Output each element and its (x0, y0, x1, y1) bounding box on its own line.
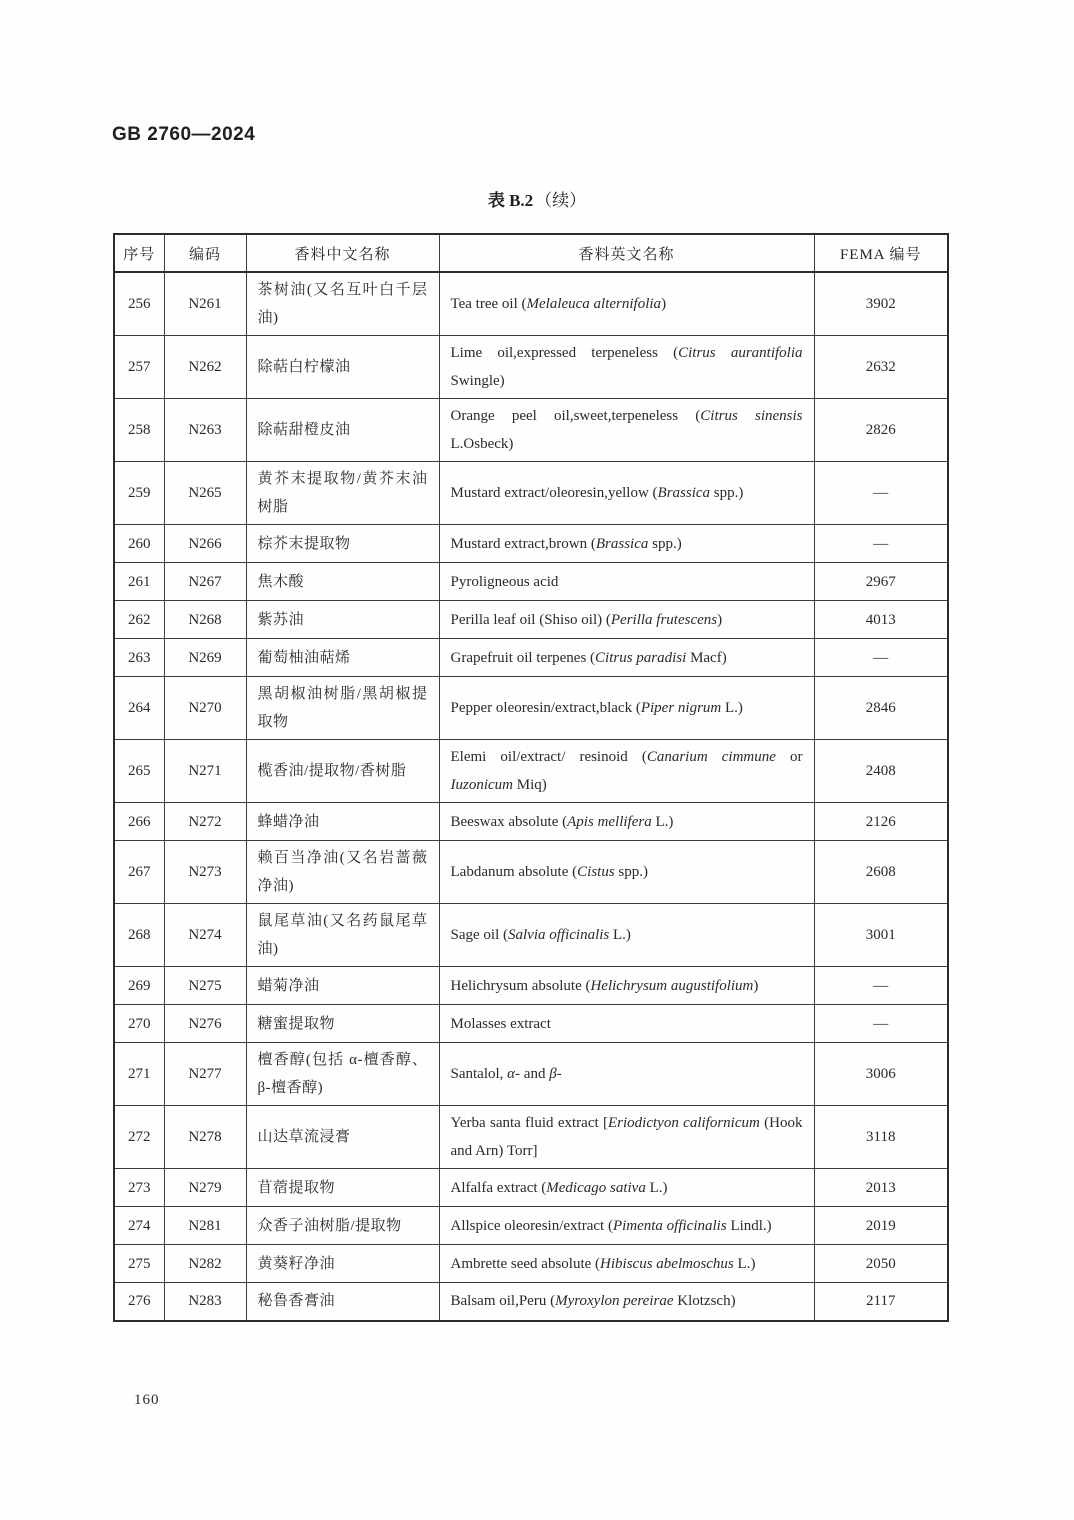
cell-chinese-name: 焦木酸 (246, 563, 439, 601)
cell-serial: 272 (114, 1106, 164, 1169)
table-row (114, 1169, 948, 1207)
latin-name-segment: Brassica (595, 535, 649, 552)
cell-code: N273 (164, 841, 246, 904)
english-name-segment: Alfalfa extract ( (450, 1179, 547, 1196)
cell-english-name (439, 841, 814, 904)
cell-english-name (439, 272, 814, 336)
latin-name-segment: Eriodictyon californicum (608, 1115, 760, 1131)
english-name-segment: L.) (733, 1255, 756, 1272)
cell-chinese-name: 除萜甜橙皮油 (246, 399, 439, 462)
english-name-segment: Allspice oleoresin/extract ( (450, 1217, 613, 1234)
cell-serial: 273 (114, 1169, 164, 1207)
cell-code: N265 (164, 462, 246, 525)
cell-english-name (439, 740, 814, 803)
cell-serial: 274 (114, 1207, 164, 1245)
table-title-label: 表 B.2 (487, 191, 534, 210)
cell-english-name (439, 677, 814, 740)
table-row (114, 639, 948, 677)
english-name-segment: L.) (609, 927, 631, 943)
cell-chinese-name: 茶树油(又名互叶白千层油) (246, 272, 439, 336)
latin-name-segment: Helichrysum augustifolium (590, 977, 754, 994)
flavoring-agents-table (113, 233, 949, 1322)
cell-fema-number: 2019 (814, 1207, 948, 1245)
table-row (114, 803, 948, 841)
cell-code: N272 (164, 803, 246, 841)
cell-serial: 276 (114, 1283, 164, 1321)
cell-chinese-name: 鼠尾草油(又名药鼠尾草油) (246, 904, 439, 967)
table-row (114, 904, 948, 967)
cell-serial: 275 (114, 1245, 164, 1283)
english-name-segment: L.Osbeck) (450, 436, 514, 452)
latin-name-segment: Apis mellifera (567, 813, 652, 830)
cell-serial: 270 (114, 1005, 164, 1043)
standard-number: GB 2760—2024 (112, 124, 256, 145)
cell-serial: 264 (114, 677, 164, 740)
table-title (0, 186, 1074, 211)
english-name-segment: Klotzsch) (673, 1293, 736, 1310)
table-body (114, 272, 948, 1321)
cell-fema-number: 4013 (814, 601, 948, 639)
cell-serial: 266 (114, 803, 164, 841)
english-name-segment: Perilla leaf oil (Shiso oil) ( (450, 611, 611, 628)
cell-serial: 262 (114, 601, 164, 639)
english-name-segment: Elemi oil/extract/ resinoid ( (450, 749, 647, 765)
cell-code: N281 (164, 1207, 246, 1245)
cell-fema-number: 2967 (814, 563, 948, 601)
english-name-segment: Grapefruit oil terpenes ( (450, 649, 596, 666)
cell-chinese-name: 山达草流浸膏 (246, 1106, 439, 1169)
cell-fema-number: — (814, 639, 948, 677)
latin-name-segment: Citrus sinensis (700, 408, 803, 424)
english-name-segment: Beeswax absolute ( (450, 813, 568, 830)
english-name-segment: Mustard extract,brown ( (450, 535, 596, 552)
cell-serial: 269 (114, 967, 164, 1005)
english-name-segment: (Hook and Arn) Torr] (450, 1115, 803, 1159)
table-header-row (114, 234, 948, 272)
cell-fema-number: 2608 (814, 841, 948, 904)
cell-chinese-name: 黄芥末提取物/黄芥末油树脂 (246, 462, 439, 525)
english-name-segment: Swingle) (450, 373, 505, 389)
latin-name-segment: Piper nigrum (640, 700, 722, 716)
english-name-segment: ) (661, 296, 667, 312)
latin-name-segment: β- (549, 1066, 562, 1082)
cell-code: N262 (164, 336, 246, 399)
cell-fema-number: 2826 (814, 399, 948, 462)
english-name-segment: Yerba santa fluid extract [ (450, 1115, 608, 1131)
cell-chinese-name: 棕芥末提取物 (246, 525, 439, 563)
cell-english-name (439, 639, 814, 677)
column-header-en: 香料英文名称 (439, 234, 814, 272)
english-name-segment: Helichrysum absolute ( (450, 977, 591, 994)
cell-chinese-name: 蜂蜡净油 (246, 803, 439, 841)
cell-english-name (439, 1169, 814, 1207)
table-row (114, 1043, 948, 1106)
cell-code: N283 (164, 1283, 246, 1321)
cell-code: N270 (164, 677, 246, 740)
latin-name-segment: Pimenta officinalis (612, 1217, 727, 1234)
cell-fema-number: 2117 (814, 1283, 948, 1321)
cell-code: N261 (164, 272, 246, 336)
cell-english-name (439, 601, 814, 639)
cell-chinese-name: 黄葵籽净油 (246, 1245, 439, 1283)
cell-code: N275 (164, 967, 246, 1005)
table-row (114, 272, 948, 336)
cell-fema-number: — (814, 462, 948, 525)
cell-english-name (439, 1043, 814, 1106)
english-name-segment: Labdanum absolute ( (450, 864, 578, 880)
cell-english-name (439, 563, 814, 601)
cell-fema-number: 3118 (814, 1106, 948, 1169)
cell-fema-number: 2408 (814, 740, 948, 803)
cell-fema-number: 3902 (814, 272, 948, 336)
table-title-continued: （续） (535, 191, 587, 210)
cell-fema-number: 2013 (814, 1169, 948, 1207)
english-name-segment: Miq) (513, 777, 547, 793)
cell-serial: 256 (114, 272, 164, 336)
cell-chinese-name: 苜蓿提取物 (246, 1169, 439, 1207)
cell-english-name (439, 1283, 814, 1321)
cell-english-name (439, 904, 814, 967)
english-name-segment: ) (753, 977, 759, 994)
cell-code: N269 (164, 639, 246, 677)
cell-serial: 260 (114, 525, 164, 563)
cell-code: N268 (164, 601, 246, 639)
latin-name-segment: α- (507, 1066, 521, 1082)
latin-name-segment: Hibiscus abelmoschus (600, 1255, 734, 1272)
cell-code: N271 (164, 740, 246, 803)
cell-english-name (439, 1207, 814, 1245)
table-row (114, 1245, 948, 1283)
cell-chinese-name: 黑胡椒油树脂/黑胡椒提取物 (246, 677, 439, 740)
cell-serial: 261 (114, 563, 164, 601)
cell-chinese-name: 除萜白柠檬油 (246, 336, 439, 399)
cell-fema-number: — (814, 525, 948, 563)
english-name-segment: Ambrette seed absolute ( (450, 1255, 601, 1272)
cell-code: N277 (164, 1043, 246, 1106)
latin-name-segment: Citrus aurantifolia (678, 345, 803, 361)
table-row (114, 841, 948, 904)
cell-code: N278 (164, 1106, 246, 1169)
english-name-segment: Macf) (686, 649, 727, 666)
cell-fema-number: 2126 (814, 803, 948, 841)
english-name-segment: Lime oil,expressed terpeneless ( (450, 345, 679, 361)
cell-code: N279 (164, 1169, 246, 1207)
column-header-no: 序号 (114, 234, 164, 272)
table-row (114, 1005, 948, 1043)
latin-name-segment: Perilla frutescens (610, 611, 718, 628)
cell-chinese-name: 众香子油树脂/提取物 (246, 1207, 439, 1245)
english-name-segment: L.) (645, 1179, 668, 1196)
table-row (114, 399, 948, 462)
cell-code: N282 (164, 1245, 246, 1283)
cell-code: N266 (164, 525, 246, 563)
cell-fema-number: 2050 (814, 1245, 948, 1283)
english-name-segment: Lindl.) (726, 1217, 772, 1234)
table-row (114, 1106, 948, 1169)
english-name-segment: spp.) (614, 864, 648, 880)
latin-name-segment: Myroxylon pereirae (555, 1293, 674, 1310)
english-name-segment: Mustard extract/oleoresin,yellow ( (450, 485, 658, 501)
cell-fema-number: 2846 (814, 677, 948, 740)
table-row (114, 336, 948, 399)
cell-serial: 271 (114, 1043, 164, 1106)
latin-name-segment: Citrus paradisi (595, 649, 687, 666)
cell-fema-number: — (814, 1005, 948, 1043)
latin-name-segment: Iuzonicum (450, 777, 513, 793)
english-name-segment: Pyroligneous acid (450, 573, 559, 590)
cell-chinese-name: 檀香醇(包括 α-檀香醇、β-檀香醇) (246, 1043, 439, 1106)
latin-name-segment: Canarium cimmune (646, 749, 776, 765)
cell-chinese-name: 糖蜜提取物 (246, 1005, 439, 1043)
table-row (114, 967, 948, 1005)
english-name-segment: Molasses extract (450, 1015, 551, 1032)
latin-name-segment: Salvia officinalis (508, 927, 610, 943)
cell-english-name (439, 1106, 814, 1169)
table-row (114, 563, 948, 601)
english-name-segment: or (775, 749, 803, 765)
english-name-segment: L.) (721, 700, 743, 716)
english-name-segment: L.) (651, 813, 674, 830)
cell-serial: 263 (114, 639, 164, 677)
english-name-segment: Orange peel oil,sweet,terpeneless ( (450, 408, 701, 424)
cell-fema-number: 3001 (814, 904, 948, 967)
cell-serial: 265 (114, 740, 164, 803)
table-row (114, 601, 948, 639)
cell-fema-number: 3006 (814, 1043, 948, 1106)
latin-name-segment: Melaleuca alternifolia (526, 296, 662, 312)
english-name-segment: ) (717, 611, 723, 628)
english-name-segment: Balsam oil,Peru ( (450, 1293, 556, 1310)
cell-code: N274 (164, 904, 246, 967)
cell-english-name (439, 462, 814, 525)
cell-fema-number: 2632 (814, 336, 948, 399)
cell-english-name (439, 1005, 814, 1043)
cell-chinese-name: 葡萄柚油萜烯 (246, 639, 439, 677)
table-row (114, 462, 948, 525)
page-number: 160 (134, 1392, 160, 1408)
latin-name-segment: Medicago sativa (546, 1179, 646, 1196)
cell-code: N267 (164, 563, 246, 601)
table-row (114, 677, 948, 740)
english-name-segment: spp.) (648, 535, 682, 552)
table-row (114, 1207, 948, 1245)
cell-english-name (439, 336, 814, 399)
table-row (114, 1283, 948, 1321)
cell-serial: 257 (114, 336, 164, 399)
cell-serial: 268 (114, 904, 164, 967)
cell-english-name (439, 1245, 814, 1283)
latin-name-segment: Brassica (657, 485, 711, 501)
english-name-segment: Tea tree oil ( (450, 296, 527, 312)
column-header-code: 编码 (164, 234, 246, 272)
latin-name-segment: Cistus (577, 864, 615, 880)
english-name-segment: Pepper oleoresin/extract,black ( (450, 700, 641, 716)
table-head (114, 234, 948, 272)
english-name-segment: Sage oil ( (450, 927, 508, 943)
english-name-segment: spp.) (710, 485, 744, 501)
cell-code: N263 (164, 399, 246, 462)
column-header-zh: 香料中文名称 (246, 234, 439, 272)
cell-chinese-name: 秘鲁香膏油 (246, 1283, 439, 1321)
column-header-fema: FEMA 编号 (814, 234, 948, 272)
cell-english-name (439, 525, 814, 563)
english-name-segment: and (520, 1066, 550, 1082)
cell-serial: 258 (114, 399, 164, 462)
cell-chinese-name: 赖百当净油(又名岩蔷薇净油) (246, 841, 439, 904)
cell-chinese-name: 蜡菊净油 (246, 967, 439, 1005)
table-row (114, 740, 948, 803)
cell-english-name (439, 803, 814, 841)
cell-serial: 267 (114, 841, 164, 904)
cell-chinese-name: 榄香油/提取物/香树脂 (246, 740, 439, 803)
table-row (114, 525, 948, 563)
english-name-segment: Santalol, (450, 1066, 508, 1082)
cell-serial: 259 (114, 462, 164, 525)
cell-english-name (439, 399, 814, 462)
cell-english-name (439, 967, 814, 1005)
cell-code: N276 (164, 1005, 246, 1043)
cell-fema-number: — (814, 967, 948, 1005)
cell-chinese-name: 紫苏油 (246, 601, 439, 639)
